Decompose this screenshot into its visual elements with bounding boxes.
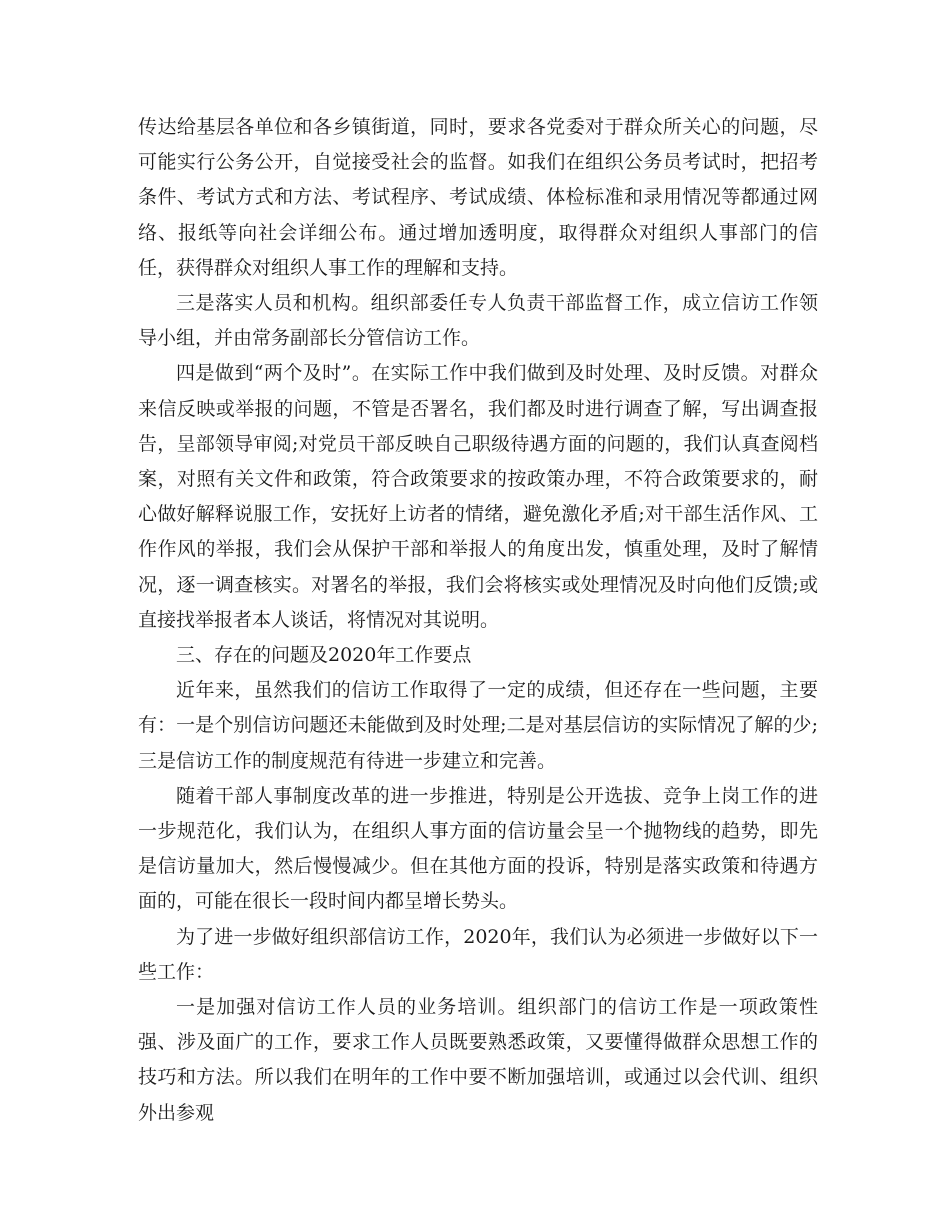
section-heading: 三、存在的问题及2020年工作要点 <box>176 644 472 667</box>
paragraph-3: 四是做到“两个及时”。在实际工作中我们做到及时处理、及时反馈。对群众来信反映或举报的问题，不管是否署名，我们都及时进行调查了解，写出调查报告，呈部领导审阅;对党员干部反映自己职级待遇方面的问题的，我们认真查阅档案，对照有关文件和政策，符合政策要求的按政策办理，不符合政策要求的，耐心做好解释说服工作，安抚好上访者的情绪，避免激化矛盾;对干部生活作风、工作作风的举报，我们会从保护干部和举报人的角度出发，慎重处理，及时了解情况，逐一调查核实。对署名的举报，我们会将核实或处理情况及时向他们反馈;或直接找举报者本人谈话，将情况对其说明。 <box>138 362 818 631</box>
paragraph-1: 传达给基层各单位和各乡镇街道，同时，要求各党委对于群众所关心的问题，尽可能实行公务公开，自觉接受社会的监督。如我们在组织公务员考试时，把招考条件、考试方式和方法、考试程序、考试成绩、体检标准和录用情况等都通过网络、报纸等向社会详细公布。通过增加透明度，取得群众对组织人事部门的信任，获得群众对组织人事工作的理解和支持。 <box>138 116 818 279</box>
paragraph-7: 为了进一步做好组织部信访工作，2020年，我们认为必须进一步做好以下一些工作： <box>138 925 818 983</box>
paragraph-5: 近年来，虽然我们的信访工作取得了一定的成绩，但还存在一些问题，主要有：一是个别信访问题还未能做到及时处理;二是对基层信访的实际情况了解的少;三是信访工作的制度规范有待进一步建立和完善。 <box>138 679 818 772</box>
paragraph-2: 三是落实人员和机构。组织部委任专人负责干部监督工作，成立信访工作领导小组，并由常务副部长分管信访工作。 <box>138 292 818 350</box>
document-page <box>138 110 818 1131</box>
paragraph-6: 随着干部人事制度改革的进一步推进，特别是公开选拔、竞争上岗工作的进一步规范化，我们认为，在组织人事方面的信访量会呈一个抛物线的趋势，即先是信访量加大，然后慢慢减少。但在其他方面的投诉，特别是落实政策和待遇方面的，可能在很长一段时间内都呈增长势头。 <box>138 784 818 913</box>
paragraph-8: 一是加强对信访工作人员的业务培训。组织部门的信访工作是一项政策性强、涉及面广的工作，要求工作人员既要熟悉政策，又要懂得做群众思想工作的技巧和方法。所以我们在明年的工作中要不断加强培训，或通过以会代训、组织外出参观 <box>138 996 818 1124</box>
